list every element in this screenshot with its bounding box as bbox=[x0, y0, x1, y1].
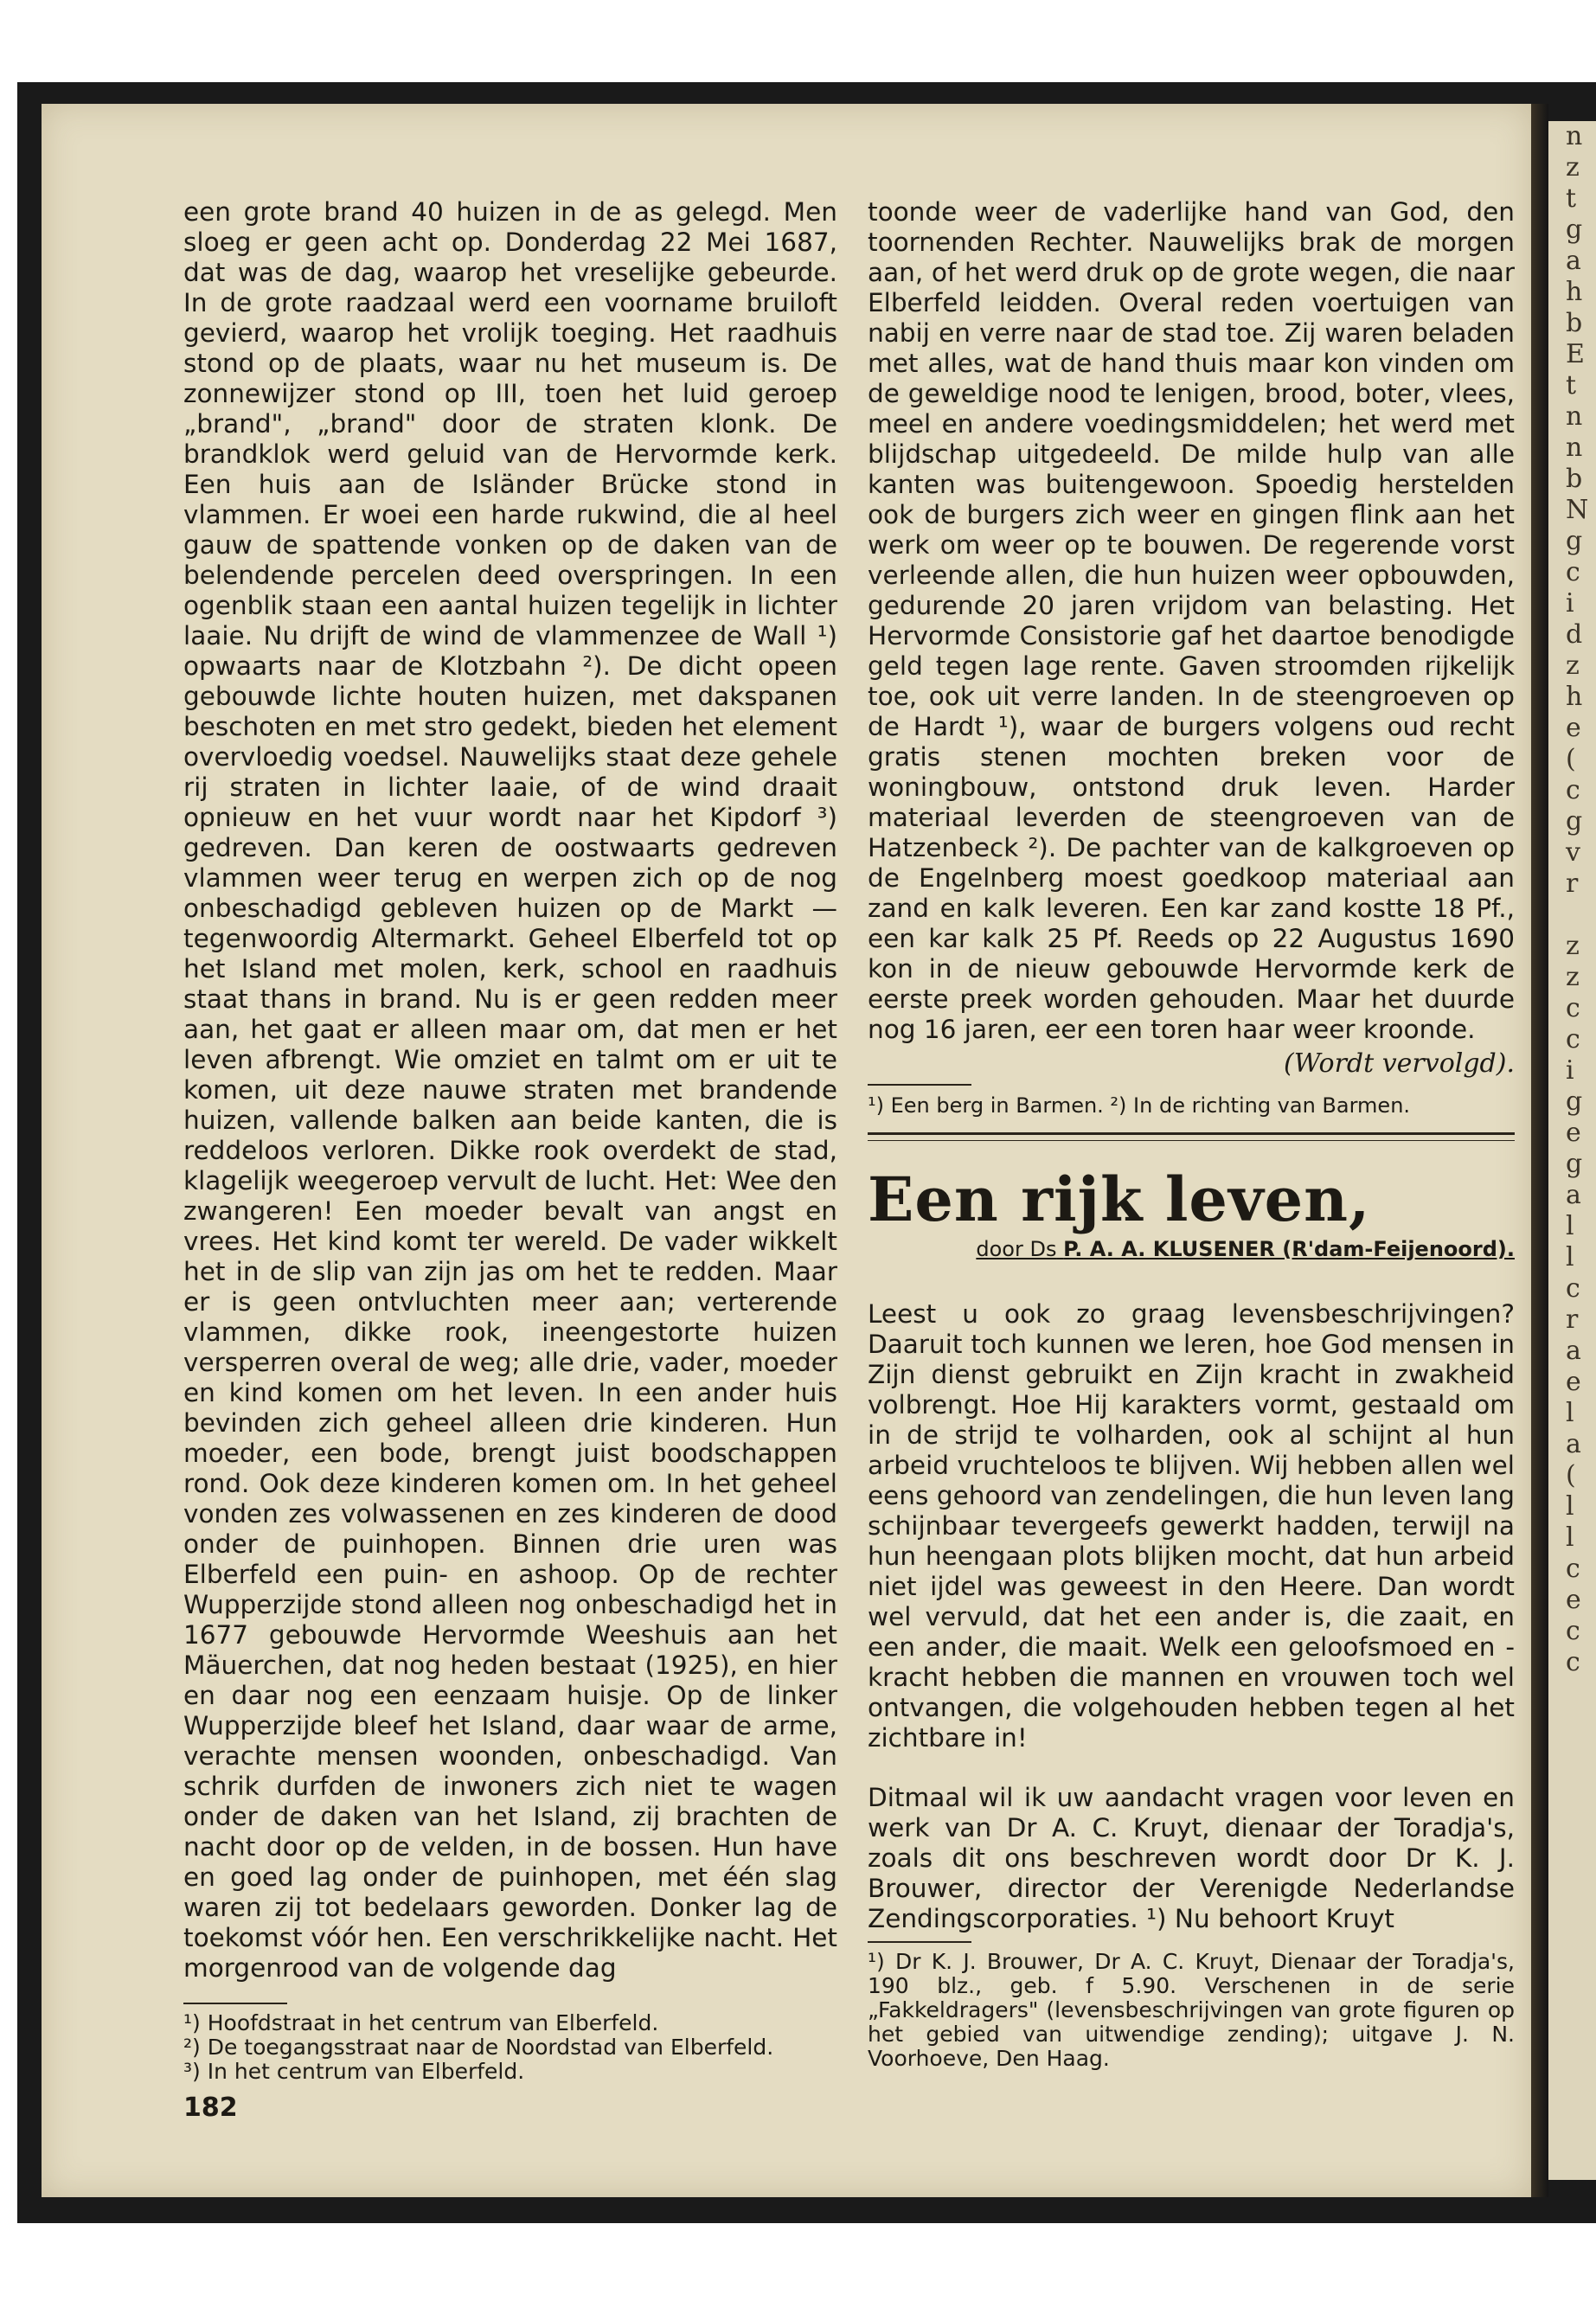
article-body bbox=[868, 1299, 1515, 1934]
adjacent-page-letters: n z t g a h b E t n n b N g c i d z h e ( c g v r z z c c i g e g a l l c r a e l a ( l l c e c c bbox=[1566, 121, 1589, 1677]
left-column-paragraph: een grote brand 40 huizen in de as gelegd. Men sloeg er geen acht op. Donderdag 22 Mei 1687, dat was de dag, waarop het vreselijke gebeurde. In de grote raadzaal werd een voorname bruiloft gevierd, waarop het vrolijk toeging. Het raadhuis stond op de plaats, waar nu het museum is. De zonnewijzer stond op III, toen het luid geroep „brand", „brand" door de straten klonk. De brandklok werd geluid van de Hervormde kerk. Een huis aan de Isländer Brücke stond in vlammen. Er woei een harde rukwind, die al heel gauw de spattende vonken op de daken van de belendende percelen deed overspringen. In een ogenblik staan een aantal huizen tegelijk in lichter laaie. Nu drijft de wind de vlammenzee de Wall ¹) opwaarts naar de Klotzbahn ²). De dicht opeen gebouwde lichte houten huizen, met dakspanen beschoten en met stro gedekt, bieden het element overvloedig voedsel. Nauwelijks staat deze gehele rij straten in lichter laaie, of de wind draait opnieuw en het vuur wordt naar het Kipdorf ³) gedreven. Dan keren de oostwaarts gedreven vlammen weer terug en werpen zich op de nog onbeschadigd gebleven huizen op de Markt — tegenwoordig Altermarkt. Geheel Elberfeld tot op het Island met molen, kerk, school en raadhuis staat thans in brand. Nu is er geen redden meer aan, het gaat er alleen maar om, dat men er het leven afbrengt. Wie omziet en talmt om er uit te komen, uit deze nauwe straten met brandende huizen, vallende balken aan beide kanten, die is reddeloos verloren. Dikke rook overdekt de stad, klagelijk weegeroep vervult de lucht. Het: Wee den zwangeren! Een moeder bevalt van angst en vrees. Het kind komt ter wereld. De vader wikkelt het in de slip van zijn jas om het te redden. Maar er is geen ontvluchten meer aan; verterende vlammen, dikke rook, ineengestorte huizen versperren overal de weg; alle drie, vader, moeder en kind komen om het leven. In een ander huis bevinden zich geheel alleen drie kinderen. Hun moeder, een bode, brengt juist boodschappen rond. Ook deze kinderen komen om. In het geheel vonden zes volwassenen en zes kinderen de dood onder de puinhopen. Binnen drie uren was Elberfeld een puin- en ashoop. Op de rechter Wupperzijde stond alleen nog onbeschadigd het in 1677 gebouwde Hervormde Weeshuis aan het Mäuerchen, dat nog heden bestaat (1925), en hier en daar nog een eenzaam huisje. Op de linker Wupperzijde bleef het Island, daar waar de arme, verachte mensen woonden, onbeschadigd. Van schrik durfden de inwoners zich niet te wagen onder de daken van het Island, zij brachten de nacht door op de velden, in de bossen. Hun have en goed lag onder de puinhopen, met één slag waren zij tot bedelaars geworden. Donker lag de toekomst vóór hen. Een verschrikkelijke nacht. Het morgenrood van de volgende dag bbox=[183, 197, 837, 1983]
left-column bbox=[183, 197, 837, 2123]
continuation-paragraph: toonde weer de vaderlijke hand van God, den toornenden Rechter. Nauwelijks brak de morgen aan, of het werd druk op de grote wegen, die naar Elberfeld leidden. Overal reden voertuigen van nabij en verre naar de stad toe. Zij waren beladen met alles, wat de hand thuis maar kon vinden om de geweldige nood te lenigen, brood, boter, vlees, meel en andere voedingsmiddelen; het werd met blijdschap uitgedeeld. De milde hulp van alle kanten was buitengewoon. Spoedig herstelden ook de burgers zich weer en gingen flink aan het werk om weer op te bouwen. De regerende vorst verleende allen, die hun huizen weer opbouwden, gedurende 20 jaren vrijdom van belasting. Het Hervormde Consistorie gaf het daartoe benodigde geld tegen lage rente. Gaven stroomden rijkelijk toe, ook uit verre landen. In de steengroeven op de Hardt ¹), waar de burgers volgens oud recht gratis stenen mochten breken voor de woningbouw, ontstond druk leven. Harder materiaal leverden de steengroeven van de Hatzenbeck ²). De pachter van de kalkgroeven op de Engelnberg moest goedkoop materiaal aan zand en kalk leveren. Een kar zand kostte 18 Pf., een kar kalk 25 Pf. Reeds op 22 Augustus 1690 kon in de nieuw gebouwde Hervormde kerk de eerste preek worden gehouden. Maar het duurde nog 16 jaren, eer een toren haar weer kroonde. bbox=[868, 197, 1515, 1044]
left-footnotes bbox=[183, 2011, 837, 2084]
byline-author: P. A. A. KLUSENER (R'dam-Feijenoord). bbox=[1063, 1237, 1515, 1261]
footnote-rule bbox=[868, 1941, 971, 1943]
byline-prefix: door Ds bbox=[976, 1237, 1057, 1261]
footnote-3: ³) In het centrum van Elberfeld. bbox=[183, 2059, 525, 2084]
article-paragraph-2: Ditmaal wil ik uw aandacht vragen voor leven en werk van Dr A. C. Kruyt, dienaar der Toradja's, zoals dit ons beschreven wordt door Dr K. J. Brouwer, director der Verenigde Nederlandse Zendingscorporaties. ¹) Nu behoort Kruyt bbox=[868, 1783, 1515, 1933]
footnote-1: ¹) Hoofdstraat in het centrum van Elberfeld. bbox=[183, 2010, 659, 2035]
article-footnote: ¹) Dr K. J. Brouwer, Dr A. C. Kruyt, Dienaar der Toradja's, 190 blz., geb. f 5.90. Verschenen in de serie „Fakkeldragers" (levensbeschrijvingen van grote figuren op het gebied van uitwendige zending); uitgave J. N. Voorhoeve, Den Haag. bbox=[868, 1949, 1515, 2071]
section-divider bbox=[868, 1132, 1515, 1141]
page-number: 182 bbox=[183, 2093, 238, 2123]
right-column bbox=[868, 197, 1515, 2071]
article-title: Een rijk leven, bbox=[868, 1163, 1371, 1235]
article-paragraph-1: Leest u ook zo graag levensbeschrijvingen? Daaruit toch kunnen we leren, hoe God mensen in Zijn dienst gebruikt en Zijn kracht in zwakheid volbrengt. Hoe Hij karakters vormt, gestaald om in de strijd te volharden, ook al schijnt al hun arbeid vruchteloos te blijven. Wij hebben allen wel eens gehoord van zendelingen, die hun leven lang schijnbaar tevergeefs gewerkt hadden, terwijl na hun heengaan plots blijken mocht, dat hun arbeid niet ijdel was geweest in den Heere. Dan wordt wel vervuld, dat het een ander is, die zaait, en een ander, die maait. Welk een geloofsmoed en -kracht hebben die mannen en vrouwen toch wel ontvangen, die volgehouden hebben tegen al het zichtbare in! bbox=[868, 1299, 1515, 1753]
right-footnote-line: ¹) Een berg in Barmen. ²) In de richting van Barmen. bbox=[868, 1093, 1411, 1118]
article-byline bbox=[868, 1234, 1515, 1265]
footnote-rule bbox=[868, 1084, 971, 1086]
continued-note: (Wordt vervolgd). bbox=[1284, 1048, 1515, 1079]
footnote-2: ²) De toegangsstraat naar de Noordstad van Elberfeld. bbox=[183, 2035, 774, 2060]
book-spine bbox=[1531, 104, 1548, 2197]
adjacent-page-edge bbox=[1548, 121, 1596, 2180]
footnote-rule bbox=[183, 2003, 287, 2004]
